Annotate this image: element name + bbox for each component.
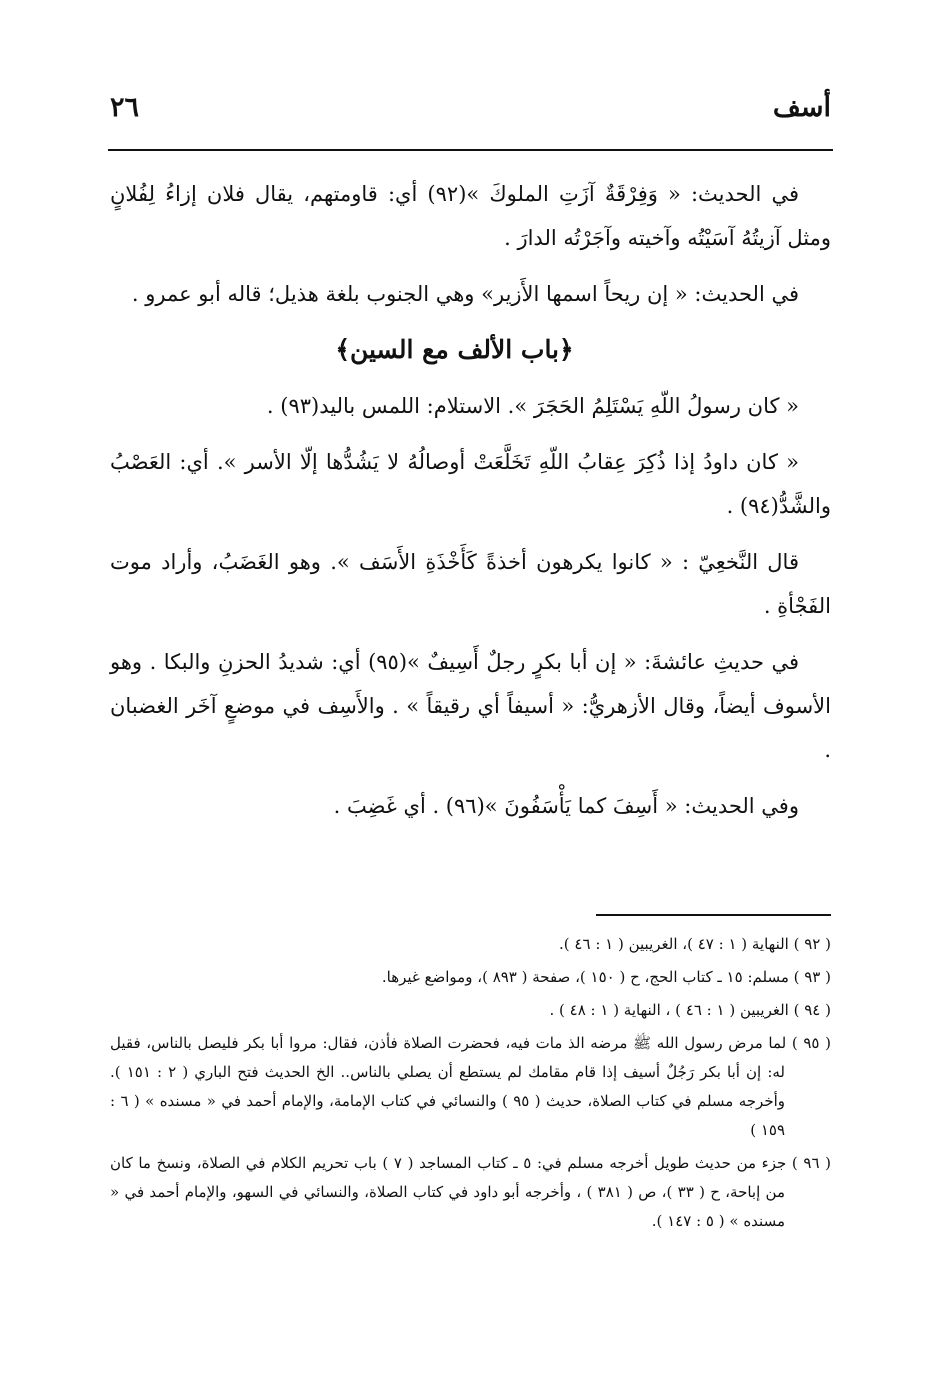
main-text [110,172,831,840]
footnote-93: ( ٩٣ ) مسلم: ١٥ ـ كتاب الحج، ح ( ١٥٠ )، صفحة ( ٨٩٣ )، ومواضع غيرها. [381,968,831,986]
paragraph-azir: في الحديث: « إن ريحاً اسمها الأَزير» وهي الجنوب بلغة هذيل؛ قاله أبو عمرو . [131,282,799,306]
header-rule [108,149,833,151]
footnote-94: ( ٩٤ ) الغريبين ( ١ : ٤٦ ) ، النهاية ( ١ : ٤٨ ) . [549,1001,831,1019]
paragraph-dawud: « كان داودُ إذا ذُكِرَ عِقابُ اللّهِ تَخَلَّعَتْ أوصالُهُ لا يَشُدُّها إلّا الأسر ». أي: العَصْبُ والشَّدُّ(٩٤) . [110,450,831,518]
paragraph-nakhai: قال النَّخعِيّ : « كانوا يكرهون أخذةً كَأَخْذَةِ الأَسَف ». وهو الغَضَبُ، وأراد موت الفَجْأةِ . [110,550,831,618]
paragraph-aisha: في حديثِ عائشةَ: « إن أبا بكرٍ رجلٌ أَسِيفٌ »(٩٥) أي: شديدُ الحزنِ والبكا . وهو الأسوف أيضاً، وقال الأزهريُّ: « أسيفاً أي رقيقاً » . والأَسِف في موضعٍ آخَر الغضبان . [110,650,831,762]
header-title: أسف [772,92,831,123]
footnote-95: ( ٩٥ ) لما مرض رسول الله ﷺ مرضه الذ مات فيه، فحضرت الصلاة فأذن، فقال: مروا أبا بكر فليصل بالناس، فقيل له: إن أبا بكر رَجُلٌ أسيف إذا قام مقامك لم يستطع أن يصلي بالناس.. الخ الحديث فتح الباري ( ٢ : ١٥١ ). وأخرجه مسلم في كتاب الصلاة، حديث ( ٩٥ ) والنسائي في كتاب الإمامة، والإمام أحمد في « مسنده » ( ٦ : ١٥٩ ) [110,1034,831,1139]
page-number: ٢٦ [110,92,140,123]
section-heading: ﴿باب الألف مع السين﴾ [335,335,574,364]
footnote-rule [596,914,831,916]
footnote-96: ( ٩٦ ) جزء من حديث طويل أخرجه مسلم في: ٥ ـ كتاب المساجد ( ٧ ) باب تحريم الكلام في الصلاة، ونسخ ما كان من إباحة، ح ( ٣٣ )، ص ( ٣٨١ ) ، وأخرجه أبو داود في كتاب الصلاة، والنسائي في السهو، والإمام أحمد في « مسنده » ( ٥ : ١٤٧ ). [110,1154,832,1230]
footnote-92: ( ٩٢ ) النهاية ( ١ : ٤٧ )، الغريبين ( ١ : ٤٦ ). [559,935,831,953]
paragraph-istalam: « كان رسولُ اللّهِ يَسْتَلِمُ الحَجَرَ ». الاستلام: اللمس باليد(٩٣) . [266,394,799,418]
page-header [110,92,831,123]
paragraph-asifa: وفي الحديث: « أَسِفَ كما يَأْسَفُونَ »(٩٦) . أي غَضِبَ . [333,794,799,818]
paragraph-azat: في الحديث: « وَفِرْقَةٌ آزَتِ الملوكَ »(٩٢) أي: قاومتهم، يقال فلان إزاءُ لِفُلانٍ ومثل آزيتُهُ آسَيْتُه وآخيته وآجَرْتُه الدارَ . [110,182,831,250]
footnotes [110,930,831,1240]
